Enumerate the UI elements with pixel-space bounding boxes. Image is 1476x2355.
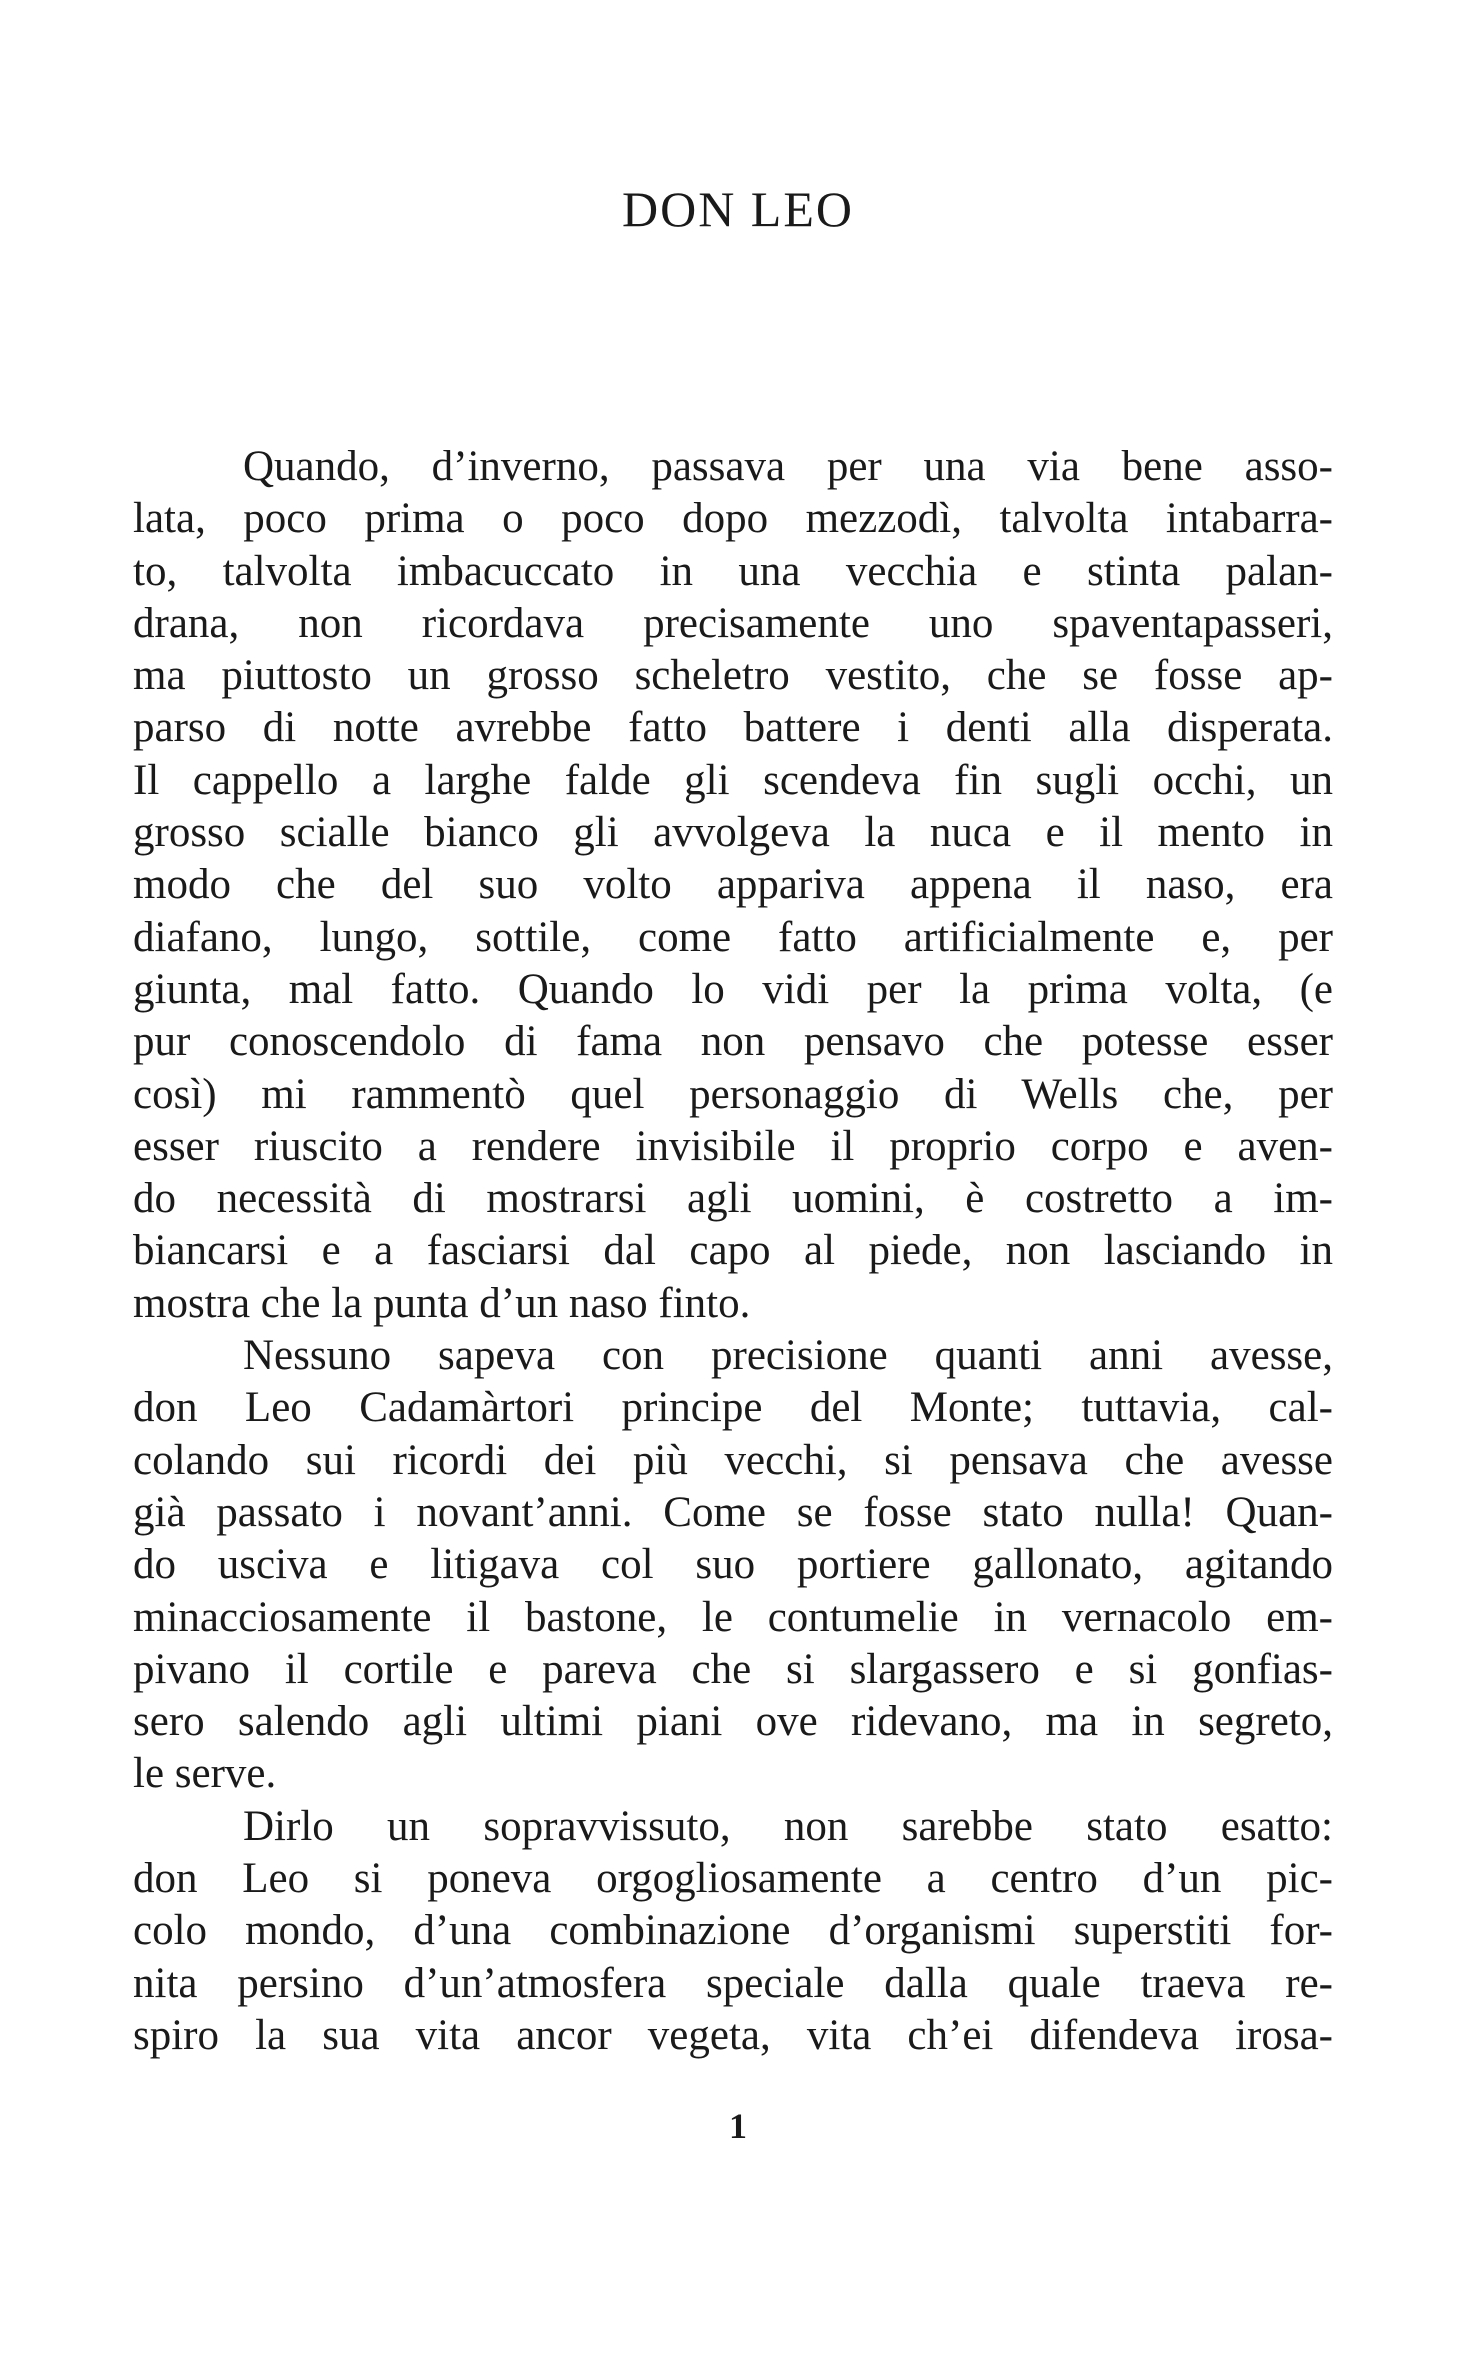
chapter-title: DON LEO: [621, 181, 855, 237]
text-line: esser riuscito a rendere invisibile il proprio corpo e aven-: [133, 1122, 1333, 1170]
page-number: 1: [729, 2106, 747, 2146]
text-line: minacciosamente il bastone, le contumelie in vernacolo em-: [133, 1593, 1333, 1641]
text-line: grosso scialle bianco gli avvolgeva la nuca e il mento in: [133, 809, 1333, 857]
text-line: lata, poco prima o poco dopo mezzodì, talvolta intabarra-: [133, 495, 1333, 543]
text-line: biancarsi e a fasciarsi dal capo al piede, non lasciando in: [133, 1227, 1333, 1275]
text-line: do usciva e litigava col suo portiere gallonato, agitando: [133, 1541, 1333, 1589]
text-line: nita persino d’un’atmosfera speciale dalla quale traeva re-: [133, 1959, 1333, 2007]
text-line: così) mi rammentò quel personaggio di Wells che, per: [133, 1070, 1333, 1118]
text-line: Quando, d’inverno, passava per una via bene asso-: [243, 443, 1333, 490]
text-line: sero salendo agli ultimi piani ove ridevano, ma in segreto,: [133, 1698, 1333, 1746]
text-line: colo mondo, d’una combinazione d’organismi superstiti for-: [133, 1907, 1333, 1955]
text-line: ma piuttosto un grosso scheletro vestito, che se fosse ap-: [133, 652, 1333, 700]
text-line: drana, non ricordava precisamente uno spaventapasseri,: [133, 599, 1333, 647]
text-line: to, talvolta imbacuccato in una vecchia e stinta palan-: [133, 547, 1333, 595]
text-line: spiro la sua vita ancor vegeta, vita ch’ei difendeva irosa-: [133, 2011, 1333, 2059]
text-line: modo che del suo volto appariva appena il naso, era: [133, 861, 1333, 909]
text-line: Dirlo un sopravvissuto, non sarebbe stato esatto:: [243, 1802, 1333, 1850]
text-line: don Leo si poneva orgogliosamente a centro d’un pic-: [133, 1855, 1333, 1903]
text-line: parso di notte avrebbe fatto battere i denti alla disperata.: [133, 704, 1333, 752]
text-line: le serve.: [133, 1750, 277, 1798]
text-line: mostra che la punta d’un naso finto.: [133, 1279, 751, 1327]
text-line: giunta, mal fatto. Quando lo vidi per la prima volta, (e: [133, 965, 1333, 1013]
text-line: pivano il cortile e pareva che si slargassero e si gonfias-: [133, 1645, 1333, 1693]
text-line: già passato i novant’anni. Come se fosse stato nulla! Quan-: [133, 1488, 1333, 1536]
text-line: Nessuno sapeva con precisione quanti anni avesse,: [243, 1332, 1333, 1380]
text-line: colando sui ricordi dei più vecchi, si pensava che avesse: [133, 1436, 1333, 1484]
text-line: diafano, lungo, sottile, come fatto artificialmente e, per: [133, 913, 1333, 961]
body-text: [133, 441, 1333, 2062]
text-line: Il cappello a larghe falde gli scendeva fin sugli occhi, un: [133, 756, 1333, 804]
text-line: pur conoscendolo di fama non pensavo che potesse esser: [133, 1018, 1333, 1066]
text-line: do necessità di mostrarsi agli uomini, è costretto a im-: [133, 1175, 1333, 1223]
text-line: don Leo Cadamàrtori principe del Monte; tuttavia, cal-: [133, 1384, 1333, 1432]
